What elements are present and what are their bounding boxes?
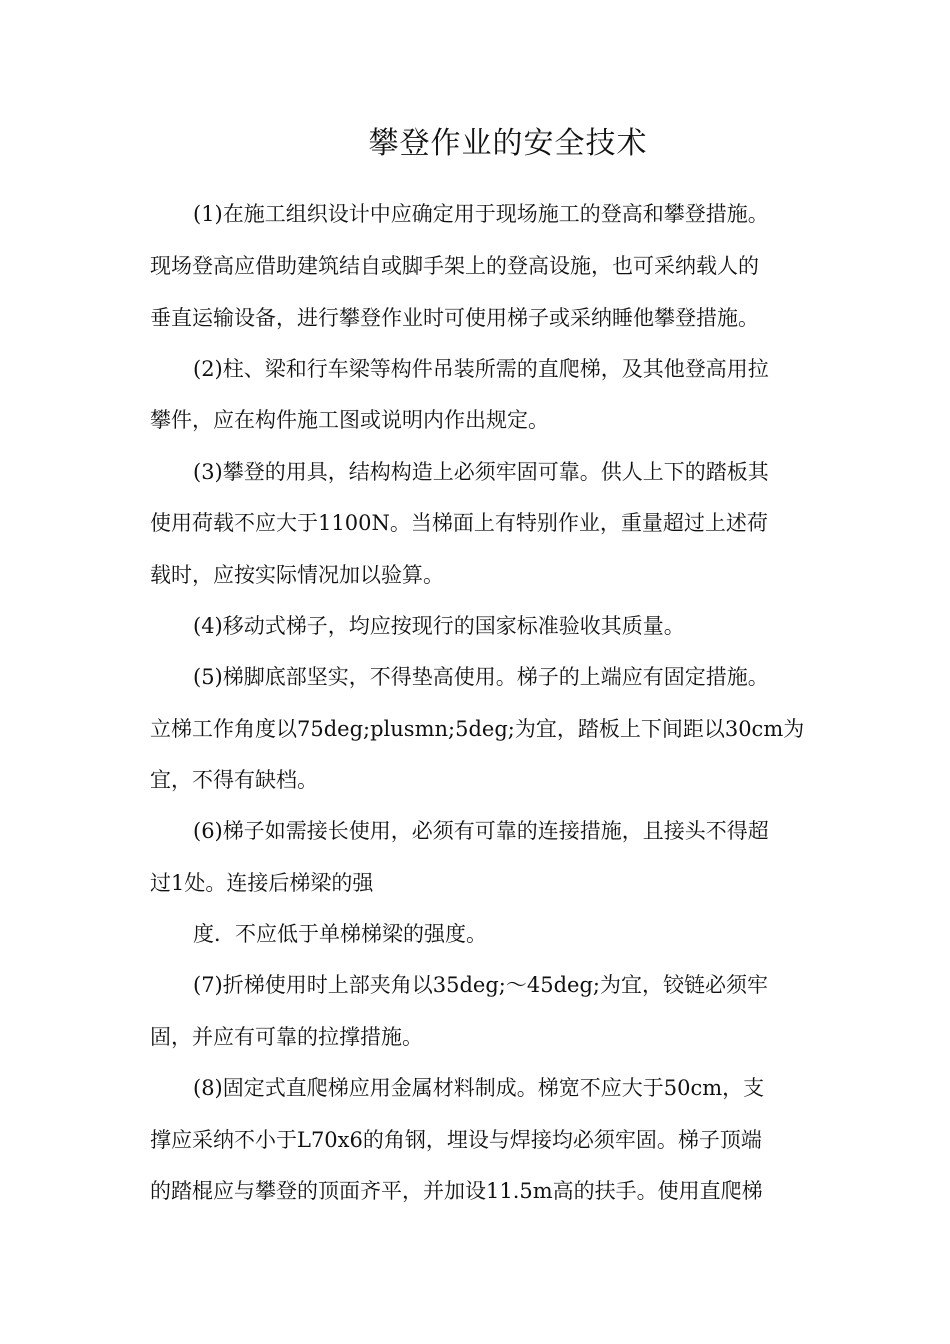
paragraph-line: 使用荷载不应大于1100N。当梯面上有特别作业，重量超过上述荷 [150, 511, 768, 535]
paragraph-line: 载时，应按实际情况加以验算。 [150, 563, 444, 587]
paragraph-line: (6)梯子如需接长使用，必须有可靠的连接措施，且接头不得超 [193, 819, 769, 843]
paragraph-line: (5)梯脚底部坚实，不得垫高使用。梯子的上端应有固定措施。 [193, 665, 769, 689]
paragraph-line: 攀件，应在构件施工图或说明内作出规定。 [150, 408, 549, 432]
paragraph-line: 撑应采纳不小于L70x6的角钢，埋设与焊接均必须牢固。梯子顶端 [150, 1128, 762, 1152]
paragraph-line: (7)折梯使用时上部夹角以35deg;～45deg;为宜，铰链必须牢 [193, 973, 768, 997]
paragraph-line: 度．不应低于单梯梯梁的强度。 [193, 922, 487, 946]
document-title: 攀登作业的安全技术 [368, 126, 648, 161]
paragraph-line: (2)柱、梁和行车梁等构件吊装所需的直爬梯，及其他登高用拉 [193, 357, 769, 381]
paragraph-line: 过1处。连接后梯梁的强 [150, 871, 374, 895]
paragraph-line: (1)在施工组织设计中应确定用于现场施工的登高和攀登措施。 [193, 202, 769, 226]
paragraph-line: 垂直运输设备，进行攀登作业时可使用梯子或采纳睡他攀登措施。 [150, 306, 759, 330]
paragraph-line: (3)攀登的用具，结构构造上必须牢固可靠。供人上下的踏板其 [193, 460, 769, 484]
paragraph-line: 现场登高应借助建筑结自或脚手架上的登高设施，也可采纳载人的 [150, 254, 759, 278]
paragraph-line: 立梯工作角度以75deg;plusmn;5deg;为宜，踏板上下间距以30cm为 [150, 717, 805, 741]
paragraph-line: 宜，不得有缺档。 [150, 768, 318, 792]
paragraph-line: 固，并应有可靠的拉撑措施。 [150, 1025, 423, 1049]
paragraph-line: 的踏棍应与攀登的顶面齐平，并加设11.5m高的扶手。使用直爬梯 [150, 1179, 763, 1203]
paragraph-line: (8)固定式直爬梯应用金属材料制成。梯宽不应大于50cm，支 [193, 1076, 765, 1100]
paragraph-line: (4)移动式梯子，均应按现行的国家标准验收其质量。 [193, 614, 685, 638]
